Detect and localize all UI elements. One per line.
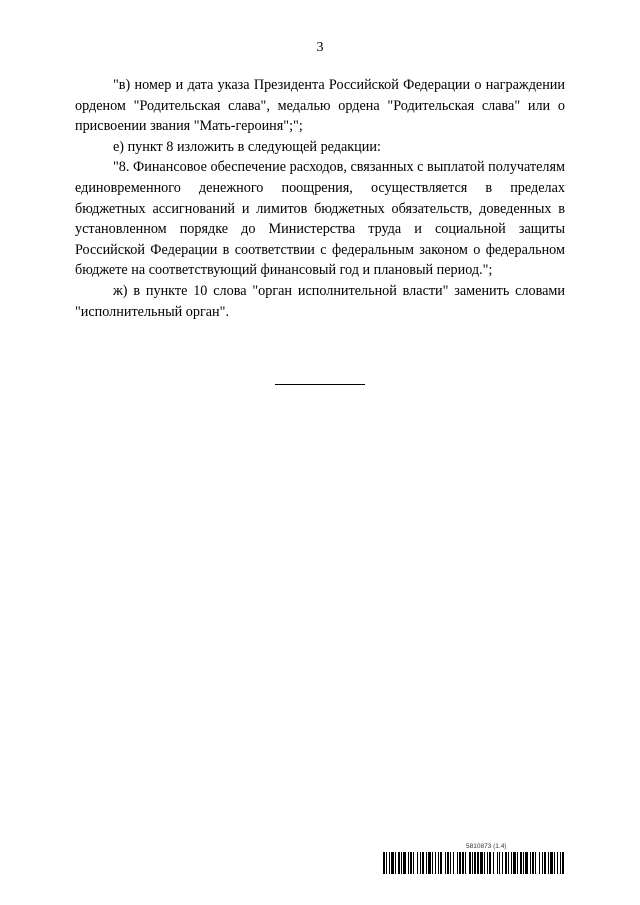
barcode-label: 5810873 (1.4) [466,843,507,850]
barcode-icon [383,852,565,874]
paragraph-item-zh: ж) в пункте 10 слова "орган исполнительной власти" заменить словами "исполнительный орган". [75,282,565,320]
paragraph-item-e: е) пункт 8 изложить в следующей редакции: [113,138,381,155]
paragraph-item-v: "в) номер и дата указа Президента Российской Федерации о награждении орденом "Родительская слава", медалью ордена "Родительская слава" или о присвоении звания "Мать-героиня";"; [75,77,565,135]
document-body [75,75,565,322]
paragraph-item-8-text: "8. Финансовое обеспечение расходов, связанных с выплатой получателям единовременного денежного поощрения, осуществляется в пределах бюджетных ассигнований и лимитов бюджетных обязательств, доведенных в установленном порядке до Министерства труда и социальной защиты Российской Федерации в соответствии с федеральным законом о федеральном бюджете на соответствующий финансовый год и плановый период."; [75,159,565,279]
page-number: 3 [316,40,324,55]
end-divider-line [275,384,365,385]
